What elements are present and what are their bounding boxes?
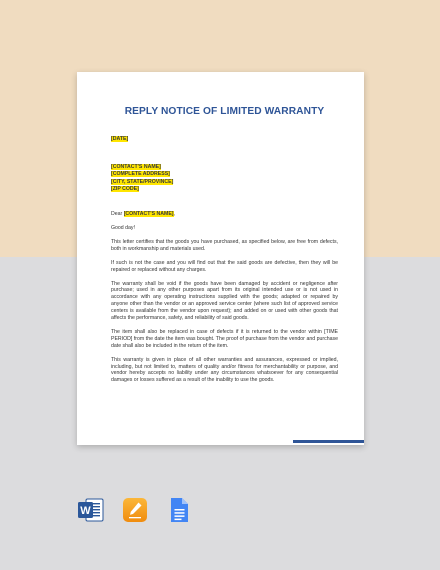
word-icon[interactable]	[77, 496, 105, 524]
word-icon-letter: W	[80, 505, 91, 517]
paragraph-certification: This letter certifies that the goods you have purchased, as specified below, are free from defects, both in workmanship and materials used.	[111, 238, 338, 252]
date-placeholder-line	[111, 136, 338, 143]
paragraph-void-conditions: The warranty shall be void if the goods have been damaged by accident or negligence after purchase; used in any other purposes apart from its original intended use or is not used in accordance with any operating instructions supplied with the goods; adapted or repaired by anyone other than the vendor or an approved service center (where such list of approved service centers is available from the vendor upon request); and added on or used with other goods that affects the performance, safety, and reliability of said goods.	[111, 280, 338, 322]
salutation	[111, 211, 338, 218]
recipient-address	[111, 164, 338, 194]
pages-icon[interactable]	[121, 496, 149, 524]
paragraph-replacement: The item shall also be replaced in case of defects if it is returned to the vendor within [TIME PERIOD] from the date the item was bought. The proof of purchase from the vendor and purchase date shall also be included in the return of the item.	[111, 328, 338, 349]
document-page	[77, 72, 364, 445]
address-line	[111, 171, 338, 179]
document-title: REPLY NOTICE OF LIMITED WARRANTY	[124, 106, 325, 117]
greeting: Good day!	[111, 224, 135, 231]
format-icons	[77, 496, 193, 524]
paragraph-repair: If such is not the case and you will find out that the said goods are defective, then they will be repaired or replaced without any charges.	[111, 259, 338, 273]
salutation-suffix: ,	[173, 210, 175, 217]
date-placeholder: [DATE]	[111, 136, 129, 142]
address-complete-address: [COMPLETE ADDRESS]	[111, 171, 170, 178]
google-docs-icon[interactable]	[165, 496, 193, 524]
address-city-state: [CITY, STATE/PROVINCE]	[111, 178, 174, 185]
page-accent-bar	[293, 440, 364, 443]
address-contact-name: [CONTACT'S NAME]	[111, 163, 161, 170]
salutation-prefix: Dear	[111, 210, 124, 217]
address-line	[111, 186, 338, 194]
address-zip-code: [ZIP CODE]	[111, 186, 139, 193]
salutation-name: [CONTACT'S NAME]	[123, 210, 174, 217]
paragraph-liability: This warranty is given in place of all other warranties and assurances, expressed or implied, including, but not limited to, matters of quality and/or fitness for merchantability or purpose, and vendor hereby accepts no liability under any circumstances whatsoever for any consequential damages or losses suffered as a result of the inability to use the goods.	[111, 356, 338, 384]
address-line	[111, 179, 338, 187]
address-line	[111, 164, 338, 172]
